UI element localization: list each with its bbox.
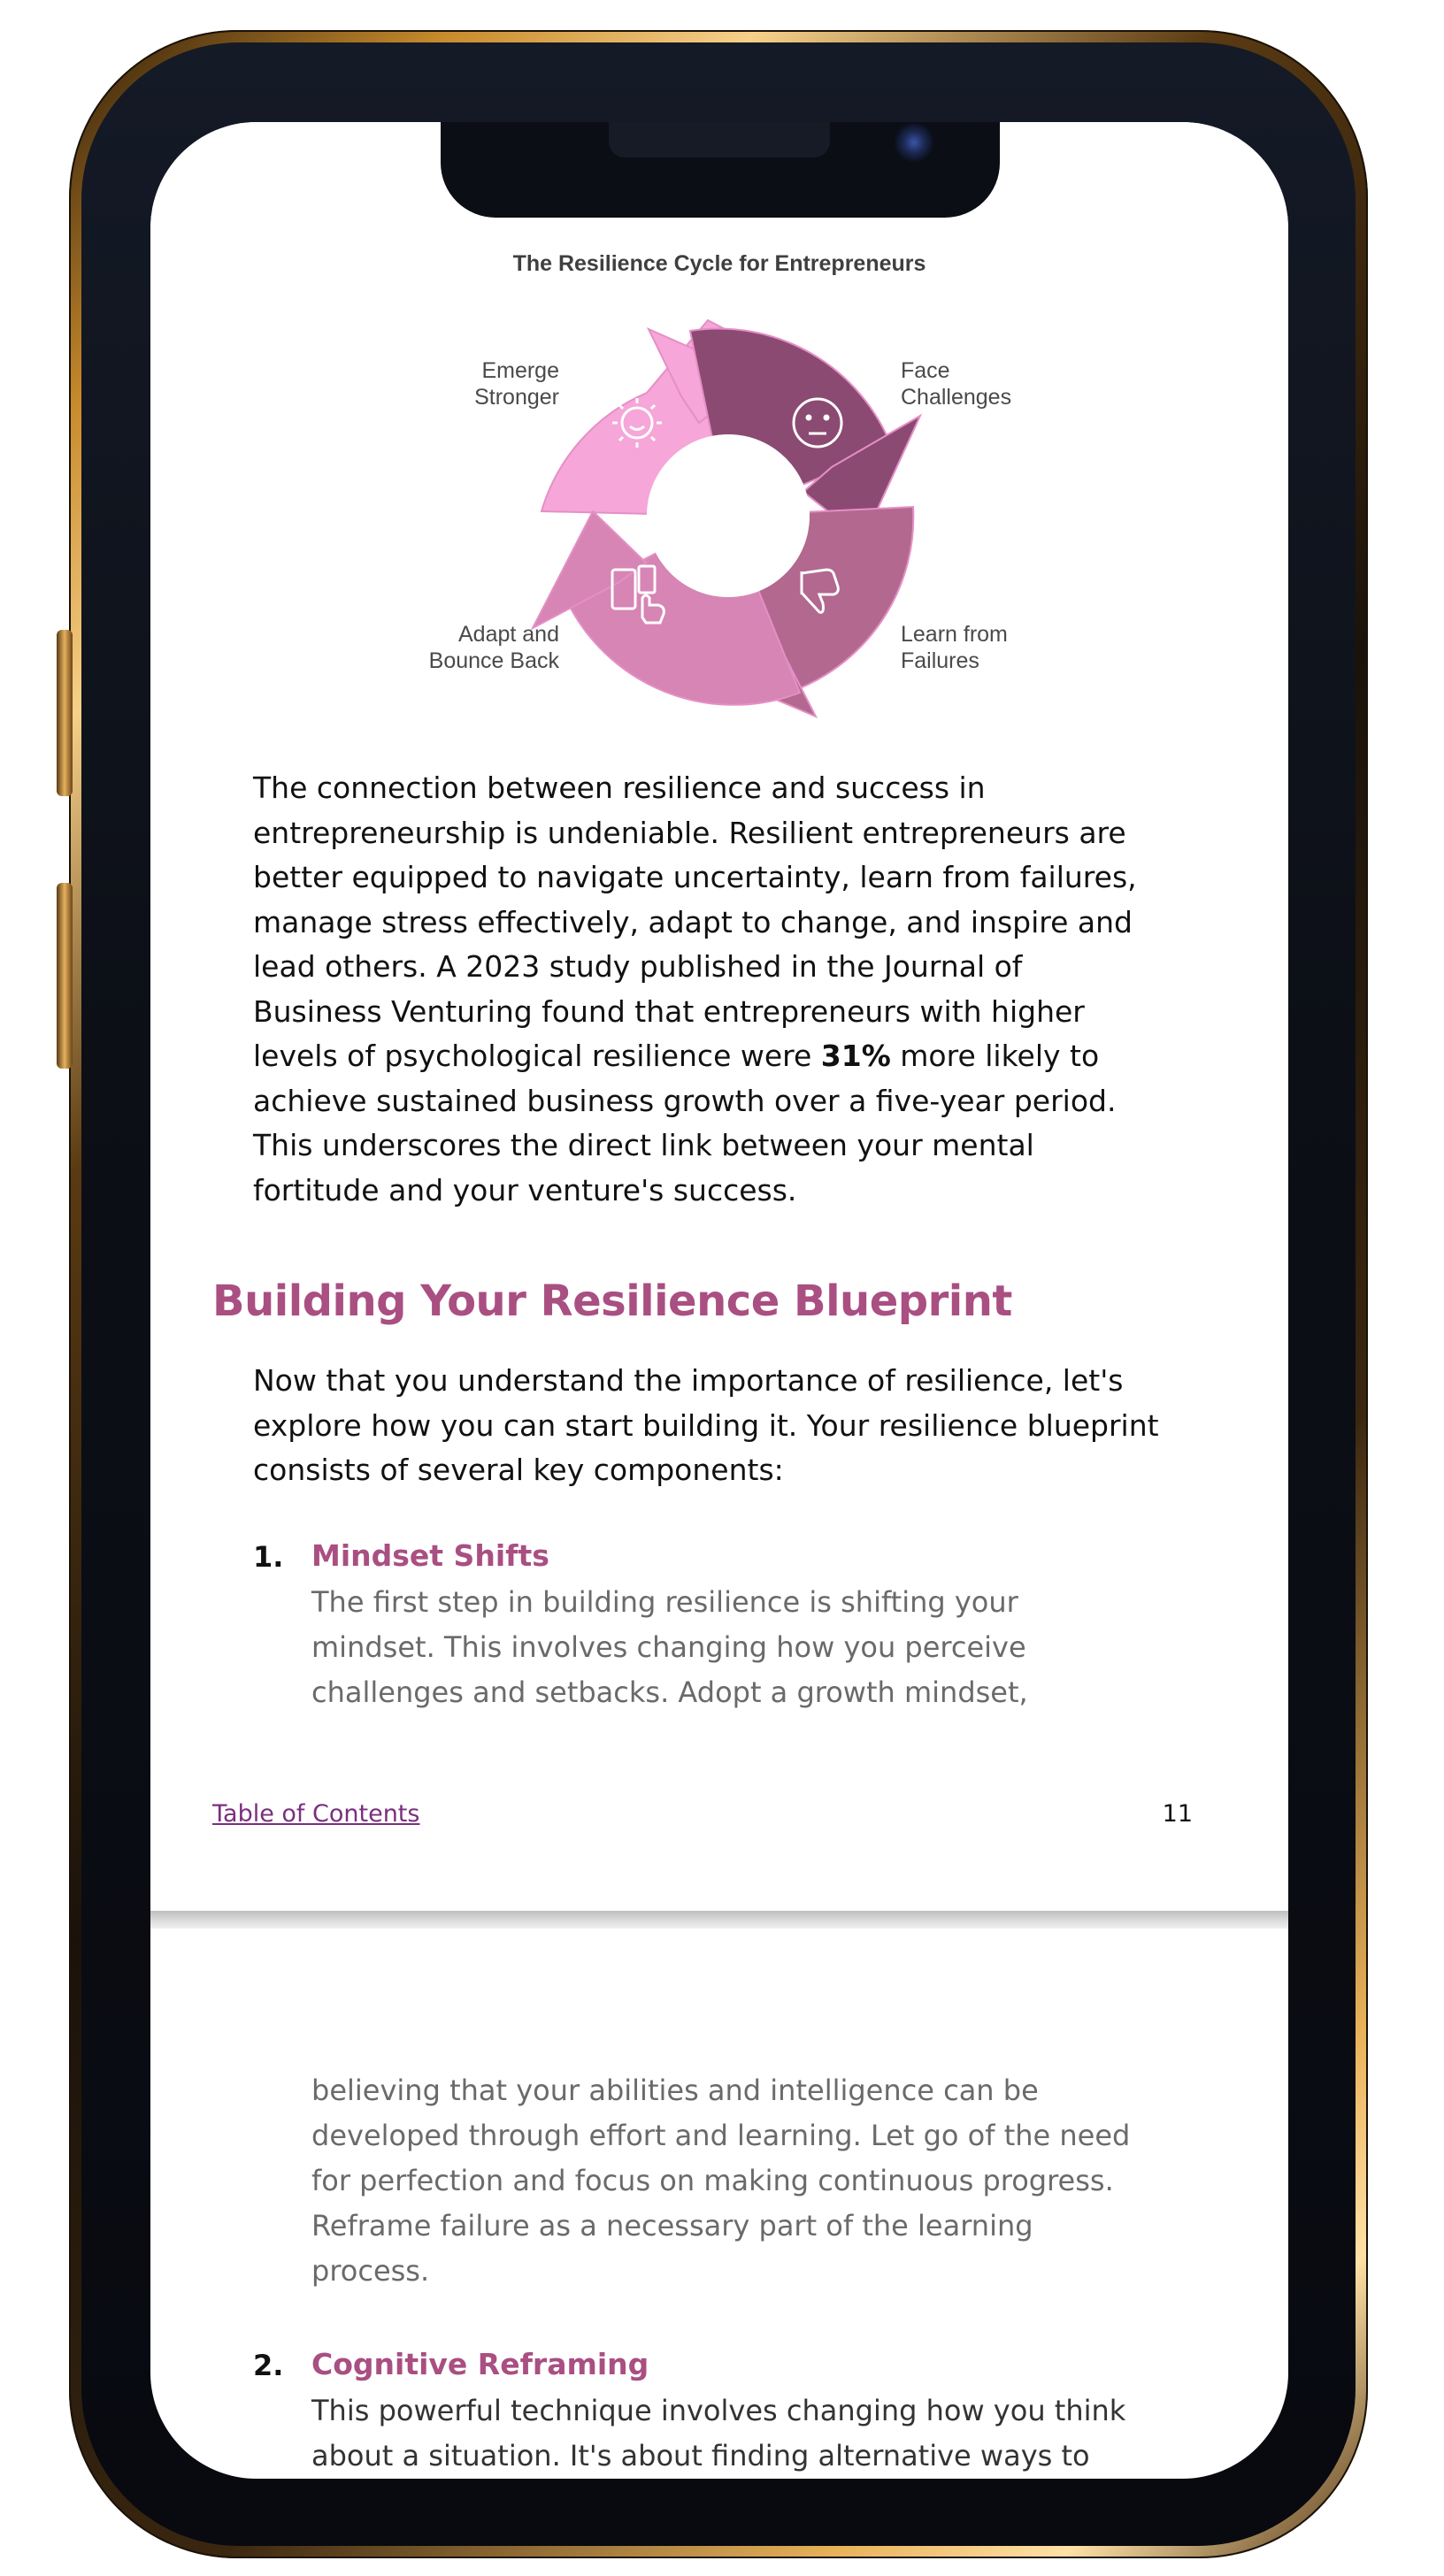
table-of-contents-link[interactable]: Table of Contents — [212, 1800, 420, 1828]
list-number-1: 1. — [253, 1540, 284, 1574]
stage-label-emerge-stronger: Emerge Stronger — [474, 358, 559, 410]
list-description-cognitive-reframing: This powerful technique involves changing how you think about a situation. It's about finding alternative ways to — [311, 2394, 1126, 2472]
section-heading: Building Your Resilience Blueprint — [212, 1276, 1012, 1326]
front-camera-icon — [894, 122, 934, 163]
phone-screen[interactable] — [150, 122, 1288, 2479]
intro-paragraph: Now that you understand the importance of resilience, let's explore how you can start building it. Your resilience blueprint consists of several key components: — [253, 1363, 1159, 1487]
list-number-2: 2. — [253, 2349, 284, 2382]
stage-label-face-challenges: Face Challenges — [901, 358, 1012, 410]
ebook-page-11 — [150, 122, 1288, 1909]
volume-down-button — [57, 883, 73, 1069]
list-title-mindset-shifts: Mindset Shifts — [311, 1538, 549, 1573]
stage-label-learn-from-failures: Learn from Failures — [901, 622, 1008, 673]
list-description-mindset-shifts: The first step in building resilience is shifting your mindset. This involves changing how you perceive challenges and setbacks. Adopt a growth mindset, — [311, 1585, 1028, 1709]
resilience-cycle-diagram — [150, 308, 1288, 724]
page-break-divider — [150, 1911, 1288, 1928]
earpiece-speaker — [609, 122, 830, 157]
list-title-cognitive-reframing: Cognitive Reframing — [311, 2347, 649, 2381]
stage-label-adapt-bounce-back: Adapt and Bounce Back — [428, 622, 559, 673]
resilience-success-paragraph: The connection between resilience and success in entrepreneurship is undeniable. Resilient entrepreneurs are better equipped to navigate uncertainty, learn from failures, manage stress effectively, adapt to change, and inspire and lead others. A 2023 study published in the Journal of Business Venturing found that entrepreneurs with higher levels of psychological resilience were 31% more likely to achieve sustained business growth over a five-year period. This underscores the direct link between your mental fortitude and your venture's success. — [253, 770, 1137, 1208]
statistic-highlight: 31% — [820, 1039, 891, 1073]
list-description-mindset-shifts-continued: believing that your abilities and intelligence can be developed through effort and learning. Let go of the need for perfection and focus on making continuous progress. Reframe failure as a necessary part of the learning process. — [311, 2074, 1131, 2288]
chart-title: The Resilience Cycle for Entrepreneurs — [512, 251, 926, 276]
page-number: 11 — [1162, 1800, 1193, 1828]
volume-up-button — [57, 630, 73, 796]
